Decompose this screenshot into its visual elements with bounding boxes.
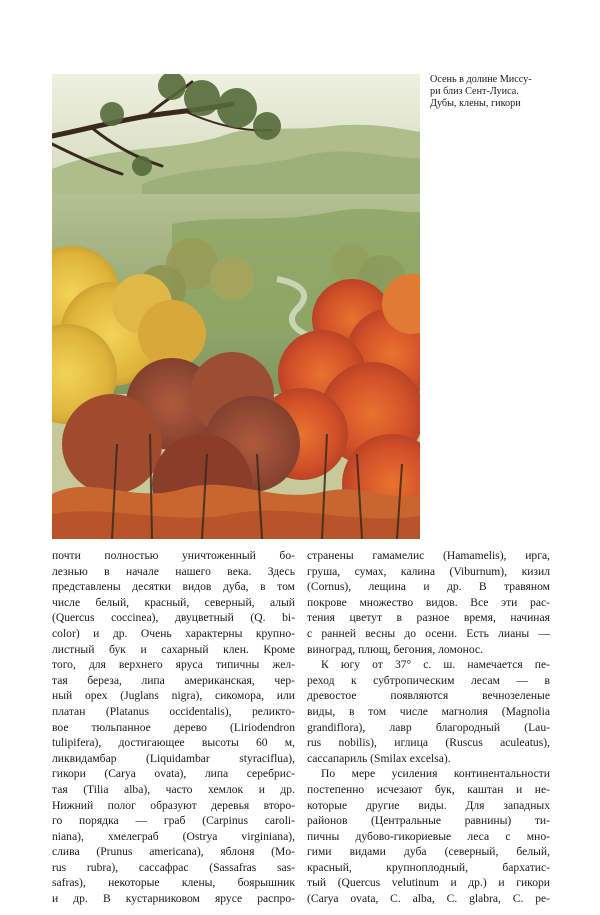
text-line: гими видами дуба (северный, белый,	[307, 845, 550, 859]
text-line: того, для верхнего яруса типичны жел-	[52, 658, 295, 672]
text-line: color) и др. Очень характерны крупно-	[52, 626, 295, 640]
text-line: safras), некоторые клены, боярышник	[52, 876, 295, 890]
autumn-forest-illustration	[52, 74, 420, 539]
photo-caption	[430, 74, 565, 110]
text-line: grandiflora), лавр благородный (Lau-	[307, 720, 550, 734]
text-line: ликвидамбар (Liquidambar styraciflua),	[52, 751, 295, 765]
text-line: rus rubra), сассафрас (Sassafras sas-	[52, 860, 295, 874]
text-line: вое тюльпанное дерево (Liriodendron	[52, 720, 295, 734]
text-line: виноград, плющ, бегония, ломонос.	[307, 642, 483, 656]
text-line: tulipifera), достигающее высоты 60 м,	[52, 736, 295, 750]
text-line: с ранней весны до осени. Есть лианы —	[307, 626, 550, 640]
text-line: листный бук и сахарный клен. Кроме	[52, 642, 295, 656]
text-line: лезнью в начале нашего века. Здесь	[52, 564, 295, 578]
text-line: груша, сумах, калина (Viburnum), кизил	[307, 564, 550, 578]
text-line: красный, крупноплодный, бархатис-	[307, 860, 550, 874]
text-line: странены гамамелис (Hamamelis), ирга,	[307, 549, 550, 562]
right-text-column	[307, 548, 550, 907]
text-line: почти полностью уничтоженный бо-	[52, 549, 295, 562]
text-line: тая (Tilia alba), часто хемлок и др.	[52, 782, 295, 796]
text-line: го порядка — граб (Carpinus caroli-	[52, 814, 295, 828]
text-line: тения цветут в разное время, начиная	[307, 611, 550, 625]
text-line: которые другие виды. Для западных	[307, 798, 550, 812]
caption-line: ри близ Сент-Луиса.	[430, 86, 519, 97]
text-line: rus nobilis), иглица (Ruscus aculeatus),	[307, 736, 550, 750]
text-line: Нижний полог образуют деревья второ-	[52, 798, 295, 812]
text-line: районов (Центральные равнины) ти-	[307, 814, 550, 828]
text-line: (Carya ovata, C. alba, C. glabra, C. pe-	[307, 892, 550, 906]
text-line: древостое появляются вечнозеленые	[307, 689, 550, 703]
caption-line: Осень в долине Миссу-	[430, 74, 532, 85]
text-line: слива (Prunus americana), яблоня (Mo-	[52, 845, 295, 859]
text-line: реход к субтропическим лесам — в	[307, 673, 550, 687]
autumn-forest-photo	[52, 74, 420, 539]
text-line: (Cornus), лещина и др. В травяном	[307, 580, 550, 594]
text-line: гикори (Carya ovata), липа серебрис-	[52, 767, 295, 781]
caption-line: Дубы, клены, гикори	[430, 98, 521, 109]
text-line: покрове множество видов. Все эти рас-	[307, 595, 550, 609]
text-line: числе белый, красный, северный, алый	[52, 595, 295, 609]
left-text-column	[52, 548, 295, 907]
text-line: тый (Quercus velutinum и др.) и гикори	[307, 876, 550, 890]
text-line: постепенно исчезают бук, каштан и не-	[307, 782, 550, 796]
text-line: (Quercus coccinea), двуцветный (Q. bi-	[52, 611, 295, 625]
text-line: niana), хмелеграб (Ostrya virginiana),	[52, 829, 295, 843]
text-line: и др. В кустарниковом ярусе распро-	[52, 892, 295, 906]
text-line: представлены десятки видов дуба, в том	[52, 580, 295, 594]
text-line: По мере усиления континентальности	[321, 767, 550, 781]
text-line: пичны дубово-гикориевые леса с мно-	[307, 829, 550, 843]
text-line: платан (Platanus occidentalis), реликто-	[52, 704, 295, 718]
text-line: тая береза, липа американская, чер-	[52, 673, 295, 687]
text-line: ный орех (Juglans nigra), сикомора, или	[52, 689, 295, 703]
text-line: К югу от 37° с. ш. намечается пе-	[321, 658, 550, 672]
text-line: сассапариль (Smilax excelsa).	[307, 751, 451, 765]
text-line: виды, в том числе магнолия (Magnolia	[307, 704, 550, 718]
